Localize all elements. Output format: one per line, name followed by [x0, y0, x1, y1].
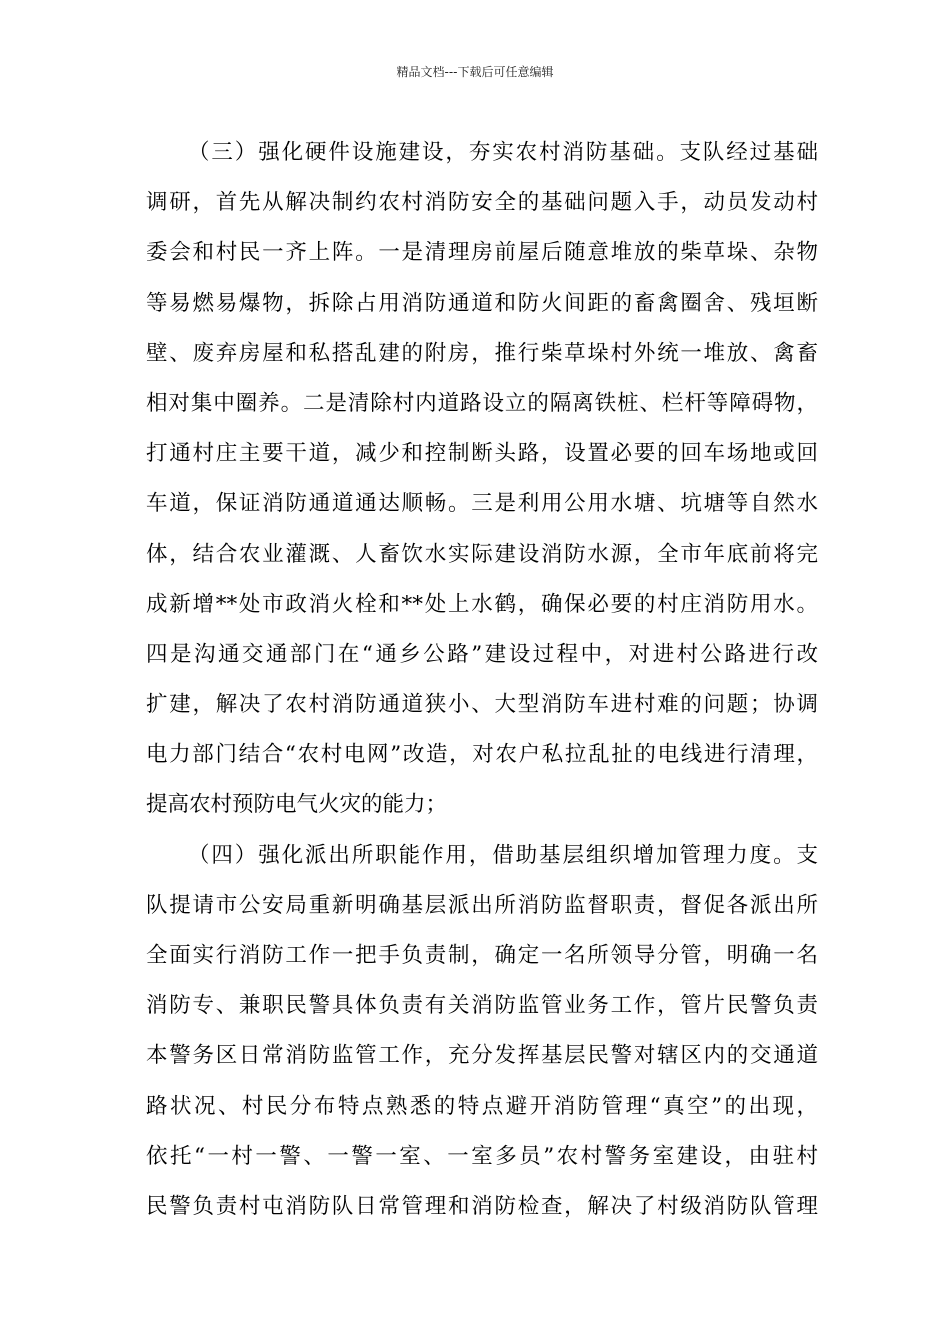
text-line: 成新增**处市政消火栓和**处上水鹤，确保必要的村庄消防用水。: [146, 591, 818, 617]
text-line: 电力部门结合“农村电网”改造，对农户私拉乱扯的电线进行清理，: [146, 742, 818, 768]
text-line: 消防专、兼职民警具体负责有关消防监管业务工作，管片民警负责: [146, 993, 818, 1019]
text-line: 委会和村民一齐上阵。一是清理房前屋后随意堆放的柴草垛、杂物: [146, 240, 818, 266]
text-line: 全面实行消防工作一把手负责制，确定一名所领导分管，明确一名: [146, 943, 818, 968]
text-line: 车道，保证消防通道通达顺畅。三是利用公用水塘、坑塘等自然水: [146, 491, 818, 517]
page-header: 精品文档---下载后可任意编辑: [396, 65, 554, 79]
paragraph-4: [146, 831, 818, 1233]
text-line: 提高农村预防电气火灾的能力；: [146, 792, 448, 818]
text-line: 扩建，解决了农村消防通道狭小、大型消防车进村难的问题；协调: [146, 692, 818, 718]
text-line: 队提请市公安局重新明确基层派出所消防监督职责，督促各派出所: [146, 892, 818, 918]
text-line: 依托“一村一警、一警一室、一室多员”农村警务室建设，由驻村: [146, 1143, 818, 1169]
text-line: 调研，首先从解决制约农村消防安全的基础问题入手，动员发动村: [146, 190, 818, 216]
text-line: 等易燃易爆物，拆除占用消防通道和防火间距的畜禽圈舍、残垣断: [146, 290, 818, 316]
text-line: 民警负责村屯消防队日常管理和消防检查，解决了村级消防队管理: [146, 1193, 818, 1219]
paragraph-3: [146, 128, 818, 831]
text-line: 本警务区日常消防监管工作，充分发挥基层民警对辖区内的交通道: [146, 1043, 818, 1069]
document-body: [146, 128, 818, 1232]
text-line: （三）强化硬件设施建设，夯实农村消防基础。支队经过基础: [188, 140, 818, 165]
text-line: 打通村庄主要干道，减少和控制断头路，设置必要的回车场地或回: [146, 441, 818, 467]
text-line: 四是沟通交通部门在“通乡公路”建设过程中，对进村公路进行改: [146, 641, 818, 667]
text-line: （四）强化派出所职能作用，借助基层组织增加管理力度。支: [188, 842, 818, 868]
text-line: 壁、废弃房屋和私搭乱建的附房，推行柴草垛村外统一堆放、禽畜: [146, 340, 818, 366]
text-line: 体，结合农业灌溉、人畜饮水实际建设消防水源，全市年底前将完: [146, 541, 818, 567]
text-line: 路状况、村民分布特点熟悉的特点避开消防管理“真空”的出现，: [146, 1093, 818, 1119]
text-line: 相对集中圈养。二是清除村内道路设立的隔离铁桩、栏杆等障碍物，: [146, 390, 818, 416]
